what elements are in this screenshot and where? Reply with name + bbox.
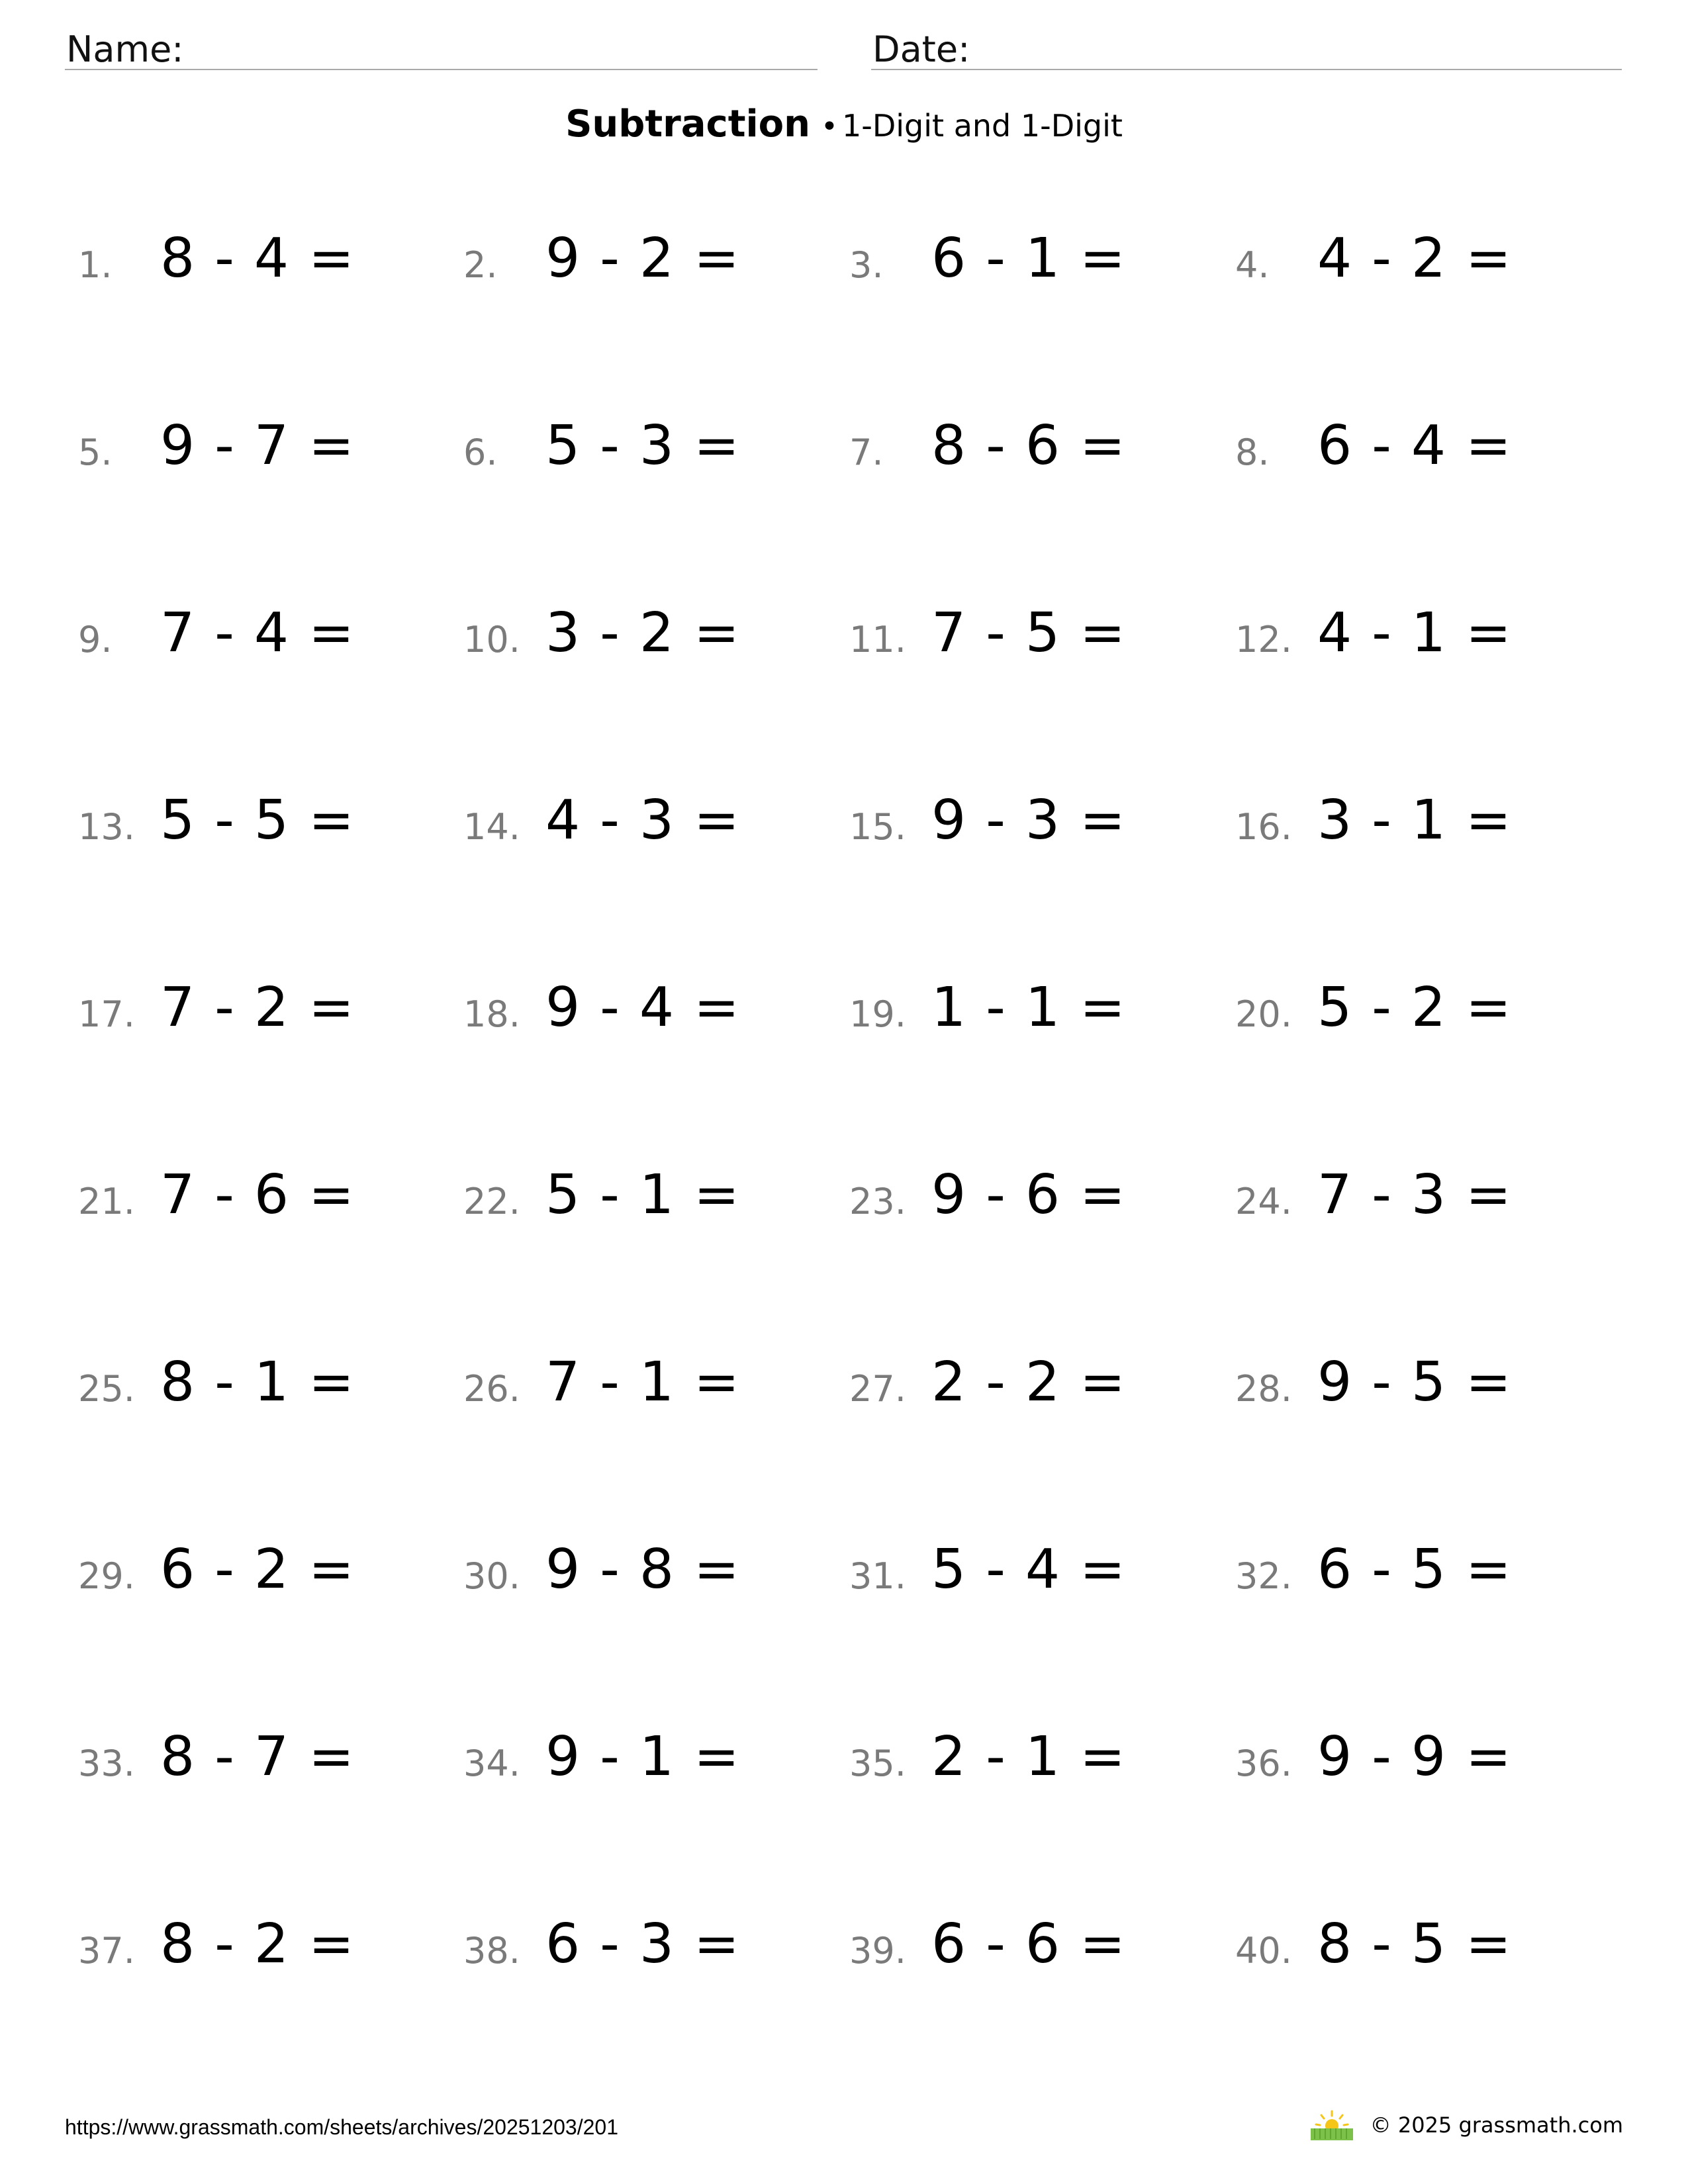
- problem-number: 23.: [849, 1181, 906, 1222]
- problem-number: 29.: [78, 1555, 135, 1597]
- problem-expression: 1 - 1 =: [931, 976, 1127, 1039]
- problem-expression: 9 - 2 =: [545, 227, 741, 290]
- problem-expression: 7 - 2 =: [160, 976, 355, 1039]
- problem-item: [1235, 414, 1606, 485]
- problem-expression: 9 - 9 =: [1317, 1725, 1513, 1788]
- problem-item: [849, 976, 1220, 1047]
- problem-expression: 9 - 5 =: [1317, 1351, 1513, 1414]
- problem-expression: 4 - 1 =: [1317, 602, 1513, 664]
- problem-number: 5.: [78, 432, 113, 473]
- problem-number: 9.: [78, 619, 113, 660]
- problem-expression: 6 - 6 =: [931, 1913, 1127, 1976]
- title-subtitle: 1-Digit and 1-Digit: [841, 108, 1123, 144]
- problem-number: 26.: [463, 1368, 520, 1410]
- problem-expression: 3 - 1 =: [1317, 789, 1513, 852]
- problem-number: 1.: [78, 244, 113, 286]
- problem-number: 21.: [78, 1181, 135, 1222]
- problem-number: 38.: [463, 1930, 520, 1972]
- problem-expression: 5 - 5 =: [160, 789, 355, 852]
- problem-item: [849, 789, 1220, 860]
- worksheet-header: [65, 25, 1622, 70]
- problem-item: [849, 1913, 1220, 1983]
- problem-number: 2.: [463, 244, 498, 286]
- problem-number: 35.: [849, 1743, 906, 1784]
- problem-number: 32.: [1235, 1555, 1292, 1597]
- problem-number: 16.: [1235, 806, 1292, 848]
- problem-item: [463, 227, 834, 298]
- problem-item: [849, 1538, 1220, 1609]
- problem-expression: 5 - 2 =: [1317, 976, 1513, 1039]
- title-main: Subtraction: [565, 103, 811, 146]
- problem-expression: 4 - 3 =: [545, 789, 741, 852]
- problem-expression: 8 - 1 =: [160, 1351, 355, 1414]
- problem-number: 36.: [1235, 1743, 1292, 1784]
- problem-number: 10.: [463, 619, 520, 660]
- problem-number: 20.: [1235, 993, 1292, 1035]
- date-field[interactable]: [871, 25, 1622, 70]
- problem-number: 14.: [463, 806, 520, 848]
- problem-number: 7.: [849, 432, 884, 473]
- problem-number: 25.: [78, 1368, 135, 1410]
- problem-item: [849, 1351, 1220, 1422]
- problem-expression: 9 - 1 =: [545, 1725, 741, 1788]
- problem-number: 31.: [849, 1555, 906, 1597]
- problem-number: 39.: [849, 1930, 906, 1972]
- problem-item: [1235, 227, 1606, 298]
- problem-item: [1235, 1163, 1606, 1234]
- problem-expression: 7 - 4 =: [160, 602, 355, 664]
- problem-item: [463, 789, 834, 860]
- problem-expression: 6 - 4 =: [1317, 414, 1513, 477]
- problem-item: [463, 414, 834, 485]
- problem-expression: 2 - 1 =: [931, 1725, 1127, 1788]
- copyright-text: © 2025 grassmath.com: [1370, 2113, 1623, 2138]
- problem-number: 28.: [1235, 1368, 1292, 1410]
- problem-item: [849, 414, 1220, 485]
- problem-number: 22.: [463, 1181, 520, 1222]
- problem-expression: 8 - 2 =: [160, 1913, 355, 1976]
- problem-item: [849, 1163, 1220, 1234]
- problem-number: 37.: [78, 1930, 135, 1972]
- problem-item: [78, 789, 449, 860]
- problem-item: [78, 1538, 449, 1609]
- problem-expression: 7 - 5 =: [931, 602, 1127, 664]
- problem-expression: 7 - 6 =: [160, 1163, 355, 1226]
- problem-item: [849, 1725, 1220, 1796]
- problem-item: [1235, 1538, 1606, 1609]
- problem-item: [463, 1725, 834, 1796]
- problem-item: [78, 1913, 449, 1983]
- worksheet-title: [0, 103, 1688, 146]
- problem-item: [78, 1725, 449, 1796]
- problem-expression: 8 - 5 =: [1317, 1913, 1513, 1976]
- problem-number: 34.: [463, 1743, 520, 1784]
- problem-expression: 8 - 6 =: [931, 414, 1127, 477]
- problem-item: [78, 1351, 449, 1422]
- problem-item: [463, 976, 834, 1047]
- problem-expression: 5 - 4 =: [931, 1538, 1127, 1601]
- problem-number: 17.: [78, 993, 135, 1035]
- problem-item: [78, 602, 449, 672]
- title-separator: •: [821, 110, 838, 144]
- problem-expression: 9 - 4 =: [545, 976, 741, 1039]
- problem-item: [1235, 602, 1606, 672]
- problem-expression: 6 - 1 =: [931, 227, 1127, 290]
- problem-number: 24.: [1235, 1181, 1292, 1222]
- problem-item: [1235, 976, 1606, 1047]
- problem-number: 15.: [849, 806, 906, 848]
- problem-item: [78, 1163, 449, 1234]
- problem-number: 27.: [849, 1368, 906, 1410]
- problem-number: 11.: [849, 619, 906, 660]
- problem-item: [78, 227, 449, 298]
- problem-item: [463, 1351, 834, 1422]
- sun-over-grass-icon: [1309, 2109, 1354, 2142]
- problem-expression: 6 - 5 =: [1317, 1538, 1513, 1601]
- problem-number: 18.: [463, 993, 520, 1035]
- problem-expression: 9 - 6 =: [931, 1163, 1127, 1226]
- problem-expression: 7 - 1 =: [545, 1351, 741, 1414]
- problem-number: 12.: [1235, 619, 1292, 660]
- problem-number: 4.: [1235, 244, 1270, 286]
- problem-item: [849, 227, 1220, 298]
- name-label: Name:: [66, 28, 184, 70]
- problem-expression: 5 - 3 =: [545, 414, 741, 477]
- problem-expression: 5 - 1 =: [545, 1163, 741, 1226]
- problem-item: [463, 602, 834, 672]
- problem-number: 19.: [849, 993, 906, 1035]
- problem-item: [1235, 1351, 1606, 1422]
- problem-number: 13.: [78, 806, 135, 848]
- name-field[interactable]: [65, 25, 818, 70]
- problem-item: [1235, 1725, 1606, 1796]
- problem-expression: 7 - 3 =: [1317, 1163, 1513, 1226]
- problem-expression: 8 - 7 =: [160, 1725, 355, 1788]
- date-label: Date:: [872, 28, 970, 70]
- problem-number: 8.: [1235, 432, 1270, 473]
- problem-expression: 3 - 2 =: [545, 602, 741, 664]
- problem-number: 40.: [1235, 1930, 1292, 1972]
- problem-item: [463, 1913, 834, 1983]
- problem-number: 3.: [849, 244, 884, 286]
- problem-expression: 9 - 7 =: [160, 414, 355, 477]
- problem-expression: 9 - 3 =: [931, 789, 1127, 852]
- problem-number: 33.: [78, 1743, 135, 1784]
- problem-item: [78, 976, 449, 1047]
- problem-item: [849, 602, 1220, 672]
- problem-grid: [0, 227, 1688, 2118]
- problem-expression: 4 - 2 =: [1317, 227, 1513, 290]
- problem-number: 6.: [463, 432, 498, 473]
- problem-item: [1235, 1913, 1606, 1983]
- problem-expression: 6 - 2 =: [160, 1538, 355, 1601]
- problem-item: [78, 414, 449, 485]
- problem-expression: 6 - 3 =: [545, 1913, 741, 1976]
- footer-url: https://www.grassmath.com/sheets/archives/20251203/201: [65, 2115, 618, 2139]
- footer-credit: [1309, 2109, 1623, 2142]
- problem-expression: 8 - 4 =: [160, 227, 355, 290]
- problem-number: 30.: [463, 1555, 520, 1597]
- problem-item: [463, 1163, 834, 1234]
- problem-expression: 2 - 2 =: [931, 1351, 1127, 1414]
- problem-item: [1235, 789, 1606, 860]
- problem-item: [463, 1538, 834, 1609]
- problem-expression: 9 - 8 =: [545, 1538, 741, 1601]
